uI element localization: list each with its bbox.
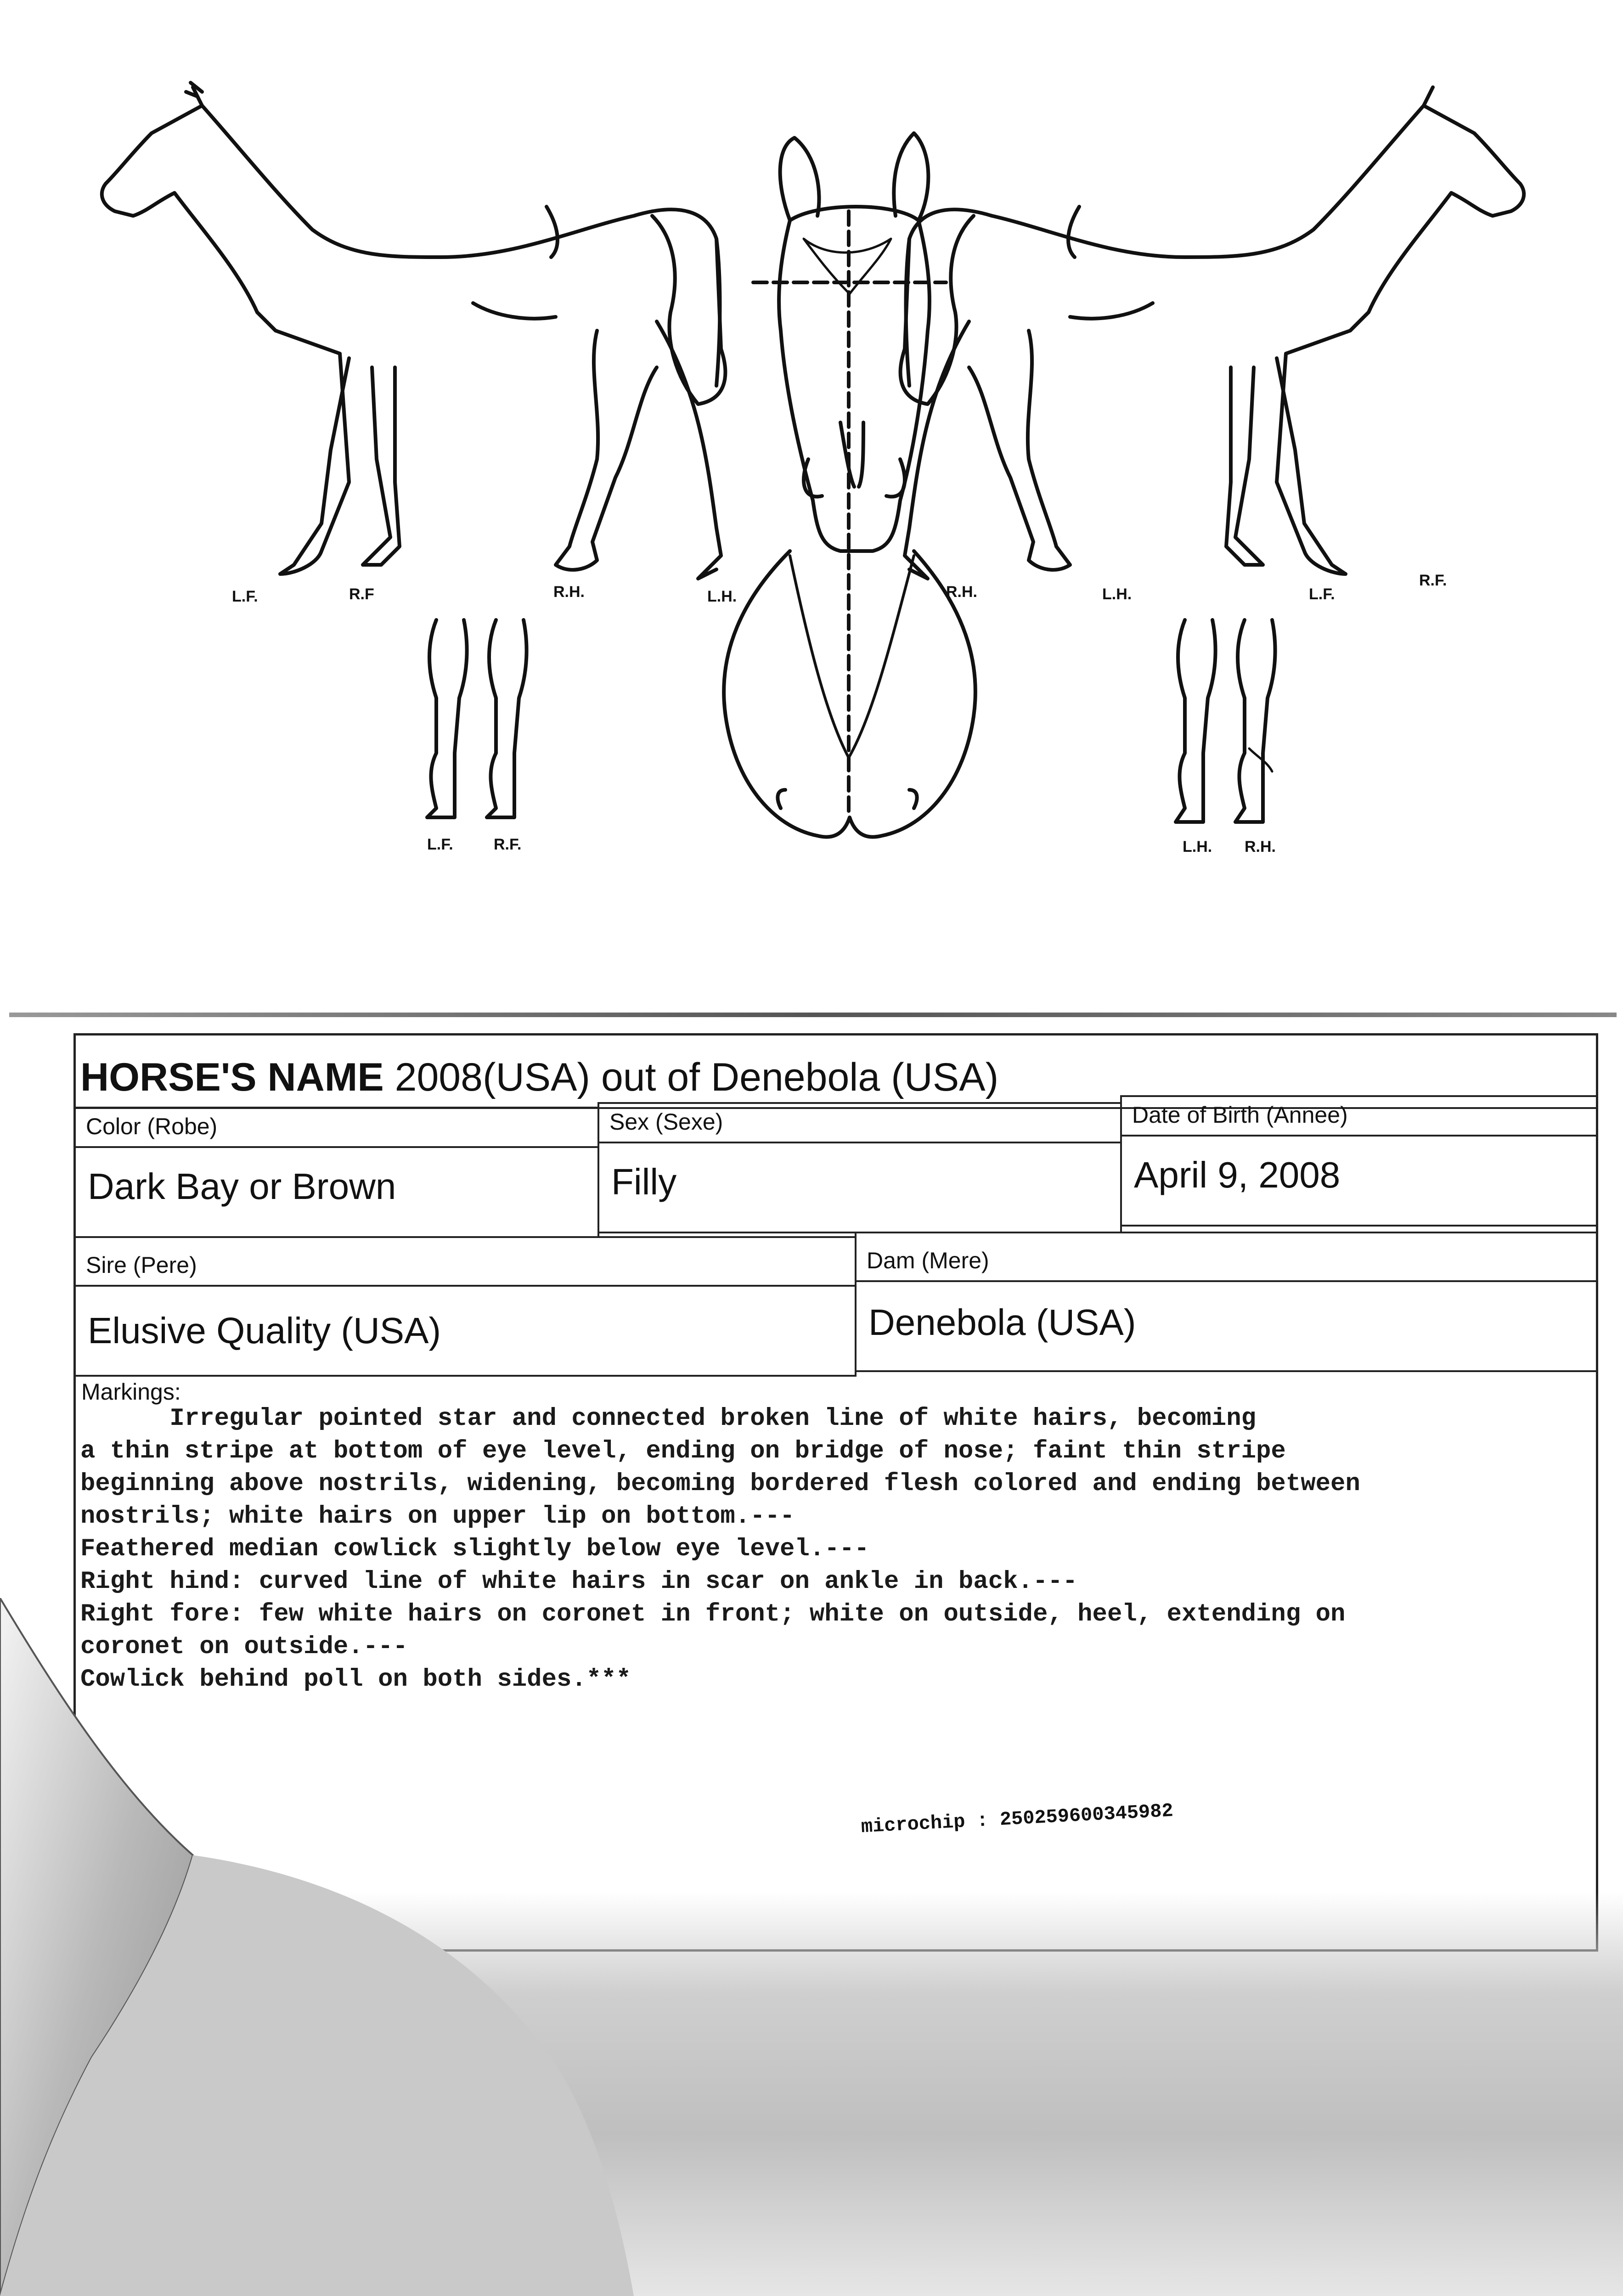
markings-line: Cowlick behind poll on both sides.*** — [80, 1666, 631, 1694]
sex-value: Filly — [611, 1161, 677, 1202]
sex-caption-cell — [597, 1102, 1122, 1143]
dob-value-cell — [1120, 1135, 1596, 1227]
front-legs-view — [427, 620, 527, 817]
left-horse-label-rh: R.H. — [553, 583, 585, 601]
paper-curl — [0, 1598, 643, 2296]
sire-value-cell — [76, 1285, 857, 1377]
sire-caption: Sire (Pere) — [86, 1252, 197, 1278]
color-caption-cell — [76, 1107, 599, 1148]
color-caption: Color (Robe) — [86, 1114, 218, 1139]
dam-value-cell — [855, 1280, 1596, 1372]
sire-caption-cell — [76, 1236, 857, 1287]
right-horse-outline — [901, 87, 1524, 579]
markings-line: Feathered median cowlick slightly below eye level.--- — [80, 1535, 869, 1563]
left-horse-outline — [102, 83, 726, 579]
color-value-cell — [76, 1146, 599, 1238]
markings-line: coronet on outside.--- — [80, 1633, 408, 1661]
head-front-view — [724, 133, 975, 837]
left-horse-label-rf: R.F — [349, 585, 374, 603]
right-horse-label-lh: L.H. — [1102, 585, 1132, 603]
front-legs-label-rf: R.F. — [494, 836, 522, 853]
horse-name-label: HORSE'S NAME — [80, 1055, 384, 1099]
hind-legs-label-lh: L.H. — [1183, 838, 1212, 855]
front-legs-label-lf: L.F. — [427, 836, 453, 853]
microchip-number: microchip : 250259600345982 — [860, 1800, 1174, 1838]
sire-value: Elusive Quality (USA) — [88, 1310, 441, 1351]
markings-caption: Markings: — [81, 1379, 181, 1405]
markings-line: a thin stripe at bottom of eye level, ending on bridge of nose; faint thin stripe — [80, 1437, 1286, 1465]
scan-edge-divider — [9, 1013, 1617, 1017]
right-horse-label-lf: L.F. — [1309, 585, 1335, 603]
horse-markings-diagram — [0, 0, 1623, 1010]
dam-value: Denebola (USA) — [868, 1302, 1136, 1343]
markings-line: beginning above nostrils, widening, becoming bordered flesh colored and ending between — [80, 1470, 1360, 1498]
sex-value-cell — [597, 1142, 1122, 1233]
dob-caption: Date of Birth (Annee) — [1132, 1102, 1348, 1128]
color-value: Dark Bay or Brown — [88, 1166, 396, 1207]
hind-legs-view — [1176, 620, 1275, 822]
dob-caption-cell — [1120, 1095, 1596, 1137]
markings-line: Right fore: few white hairs on coronet in front; white on outside, heel, extending on — [80, 1600, 1346, 1628]
left-horse-label-lf: L.F. — [232, 588, 258, 605]
markings-line: nostrils; white hairs on upper lip on bottom.--- — [80, 1503, 795, 1531]
right-horse-label-rf: R.F. — [1419, 572, 1447, 589]
right-horse-label-rh: R.H. — [946, 583, 977, 601]
hind-legs-label-rh: R.H. — [1245, 838, 1276, 855]
markings-line: Irregular pointed star and connected broken line of white hairs, becoming — [80, 1405, 1257, 1433]
horse-name — [80, 1055, 998, 1100]
horse-name-value: 2008(USA) out of Denebola (USA) — [383, 1055, 999, 1099]
dam-caption-cell — [855, 1232, 1596, 1282]
dam-caption: Dam (Mere) — [867, 1248, 989, 1273]
dob-value: April 9, 2008 — [1134, 1154, 1341, 1195]
left-horse-label-lh: L.H. — [707, 588, 737, 605]
markings-line: Right hind: curved line of white hairs in scar on ankle in back.--- — [80, 1568, 1078, 1596]
sex-caption: Sex (Sexe) — [609, 1109, 723, 1135]
